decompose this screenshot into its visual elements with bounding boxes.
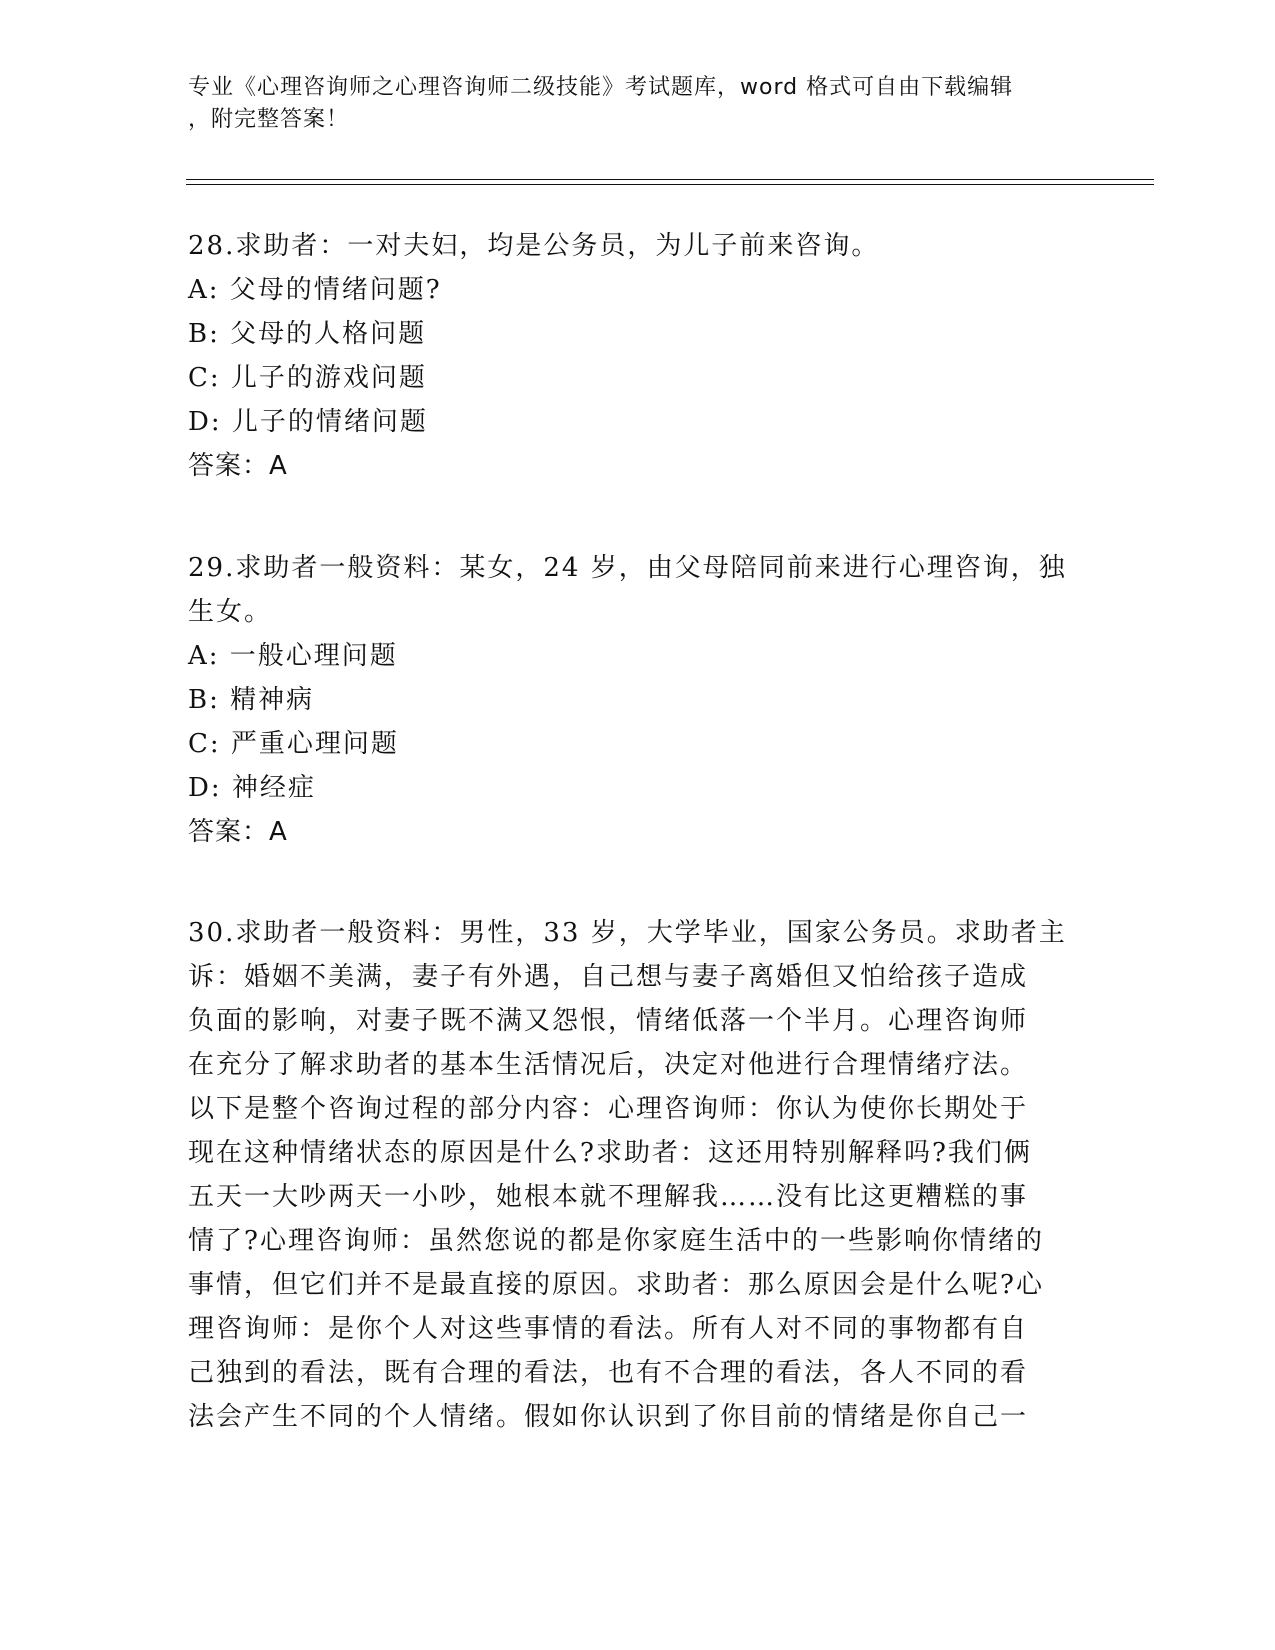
option-d: D: 神经症	[188, 773, 316, 803]
option-b: B: 精神病	[188, 685, 315, 715]
question-stem: 负面的影响，对妻子既不满又怨恨，情绪低落一个半月。心理咨询师	[188, 1006, 1029, 1036]
header-line-2: ，附完整答案！	[188, 107, 350, 132]
answer-label: 答案：A	[188, 817, 288, 847]
question-stem: 生女。	[188, 597, 273, 627]
question-stem: 己独到的看法，既有合理的看法，也有不合理的看法，各人不同的看	[188, 1358, 1029, 1388]
question-stem: 法会产生不同的个人情绪。假如你认识到了你目前的情绪是你自己一	[188, 1402, 1029, 1432]
option-a: A: 一般心理问题	[188, 641, 398, 671]
page-header	[188, 72, 1078, 136]
question-stem: 理咨询师：是你个人对这些事情的看法。所有人对不同的事物都有自	[188, 1314, 1029, 1344]
option-c: C: 严重心理问题	[188, 729, 399, 759]
question-stem: 事情，但它们并不是最直接的原因。求助者：那么原因会是什么呢?心	[188, 1270, 1044, 1300]
question-stem: 现在这种情绪状态的原因是什么?求助者：这还用特别解释吗?我们俩	[188, 1138, 1032, 1168]
option-d: D: 儿子的情绪问题	[188, 407, 428, 437]
header-divider-bottom	[186, 184, 1154, 185]
answer-label: 答案：A	[188, 451, 288, 481]
question-stem: 29.求助者一般资料：某女，24 岁，由父母陪同前来进行心理咨询，独	[188, 553, 1067, 583]
option-b: B: 父母的人格问题	[188, 319, 427, 349]
header-divider-top	[186, 179, 1154, 180]
question-stem: 诉：婚姻不美满，妻子有外遇，自己想与妻子离婚但又怕给孩子造成	[188, 962, 1029, 992]
question-stem: 以下是整个咨询过程的部分内容：心理咨询师：你认为使你长期处于	[188, 1094, 1029, 1124]
option-c: C: 儿子的游戏问题	[188, 363, 427, 393]
option-a: A: 父母的情绪问题?	[188, 275, 442, 305]
question-stem: 在充分了解求助者的基本生活情况后，决定对他进行合理情绪疗法。	[188, 1050, 1029, 1080]
question-stem: 28.求助者：一对夫妇，均是公务员，为儿子前来咨询。	[188, 231, 880, 261]
header-line-1: 专业《心理咨询师之心理咨询师二级技能》考试题库，word 格式可自由下载编辑	[188, 75, 1014, 100]
question-stem: 情了?心理咨询师：虽然您说的都是你家庭生活中的一些影响你情绪的	[188, 1226, 1044, 1256]
question-stem: 30.求助者一般资料：男性，33 岁，大学毕业，国家公务员。求助者主	[188, 918, 1067, 948]
question-stem: 五天一大吵两天一小吵，她根本就不理解我……没有比这更糟糕的事	[188, 1182, 1029, 1212]
